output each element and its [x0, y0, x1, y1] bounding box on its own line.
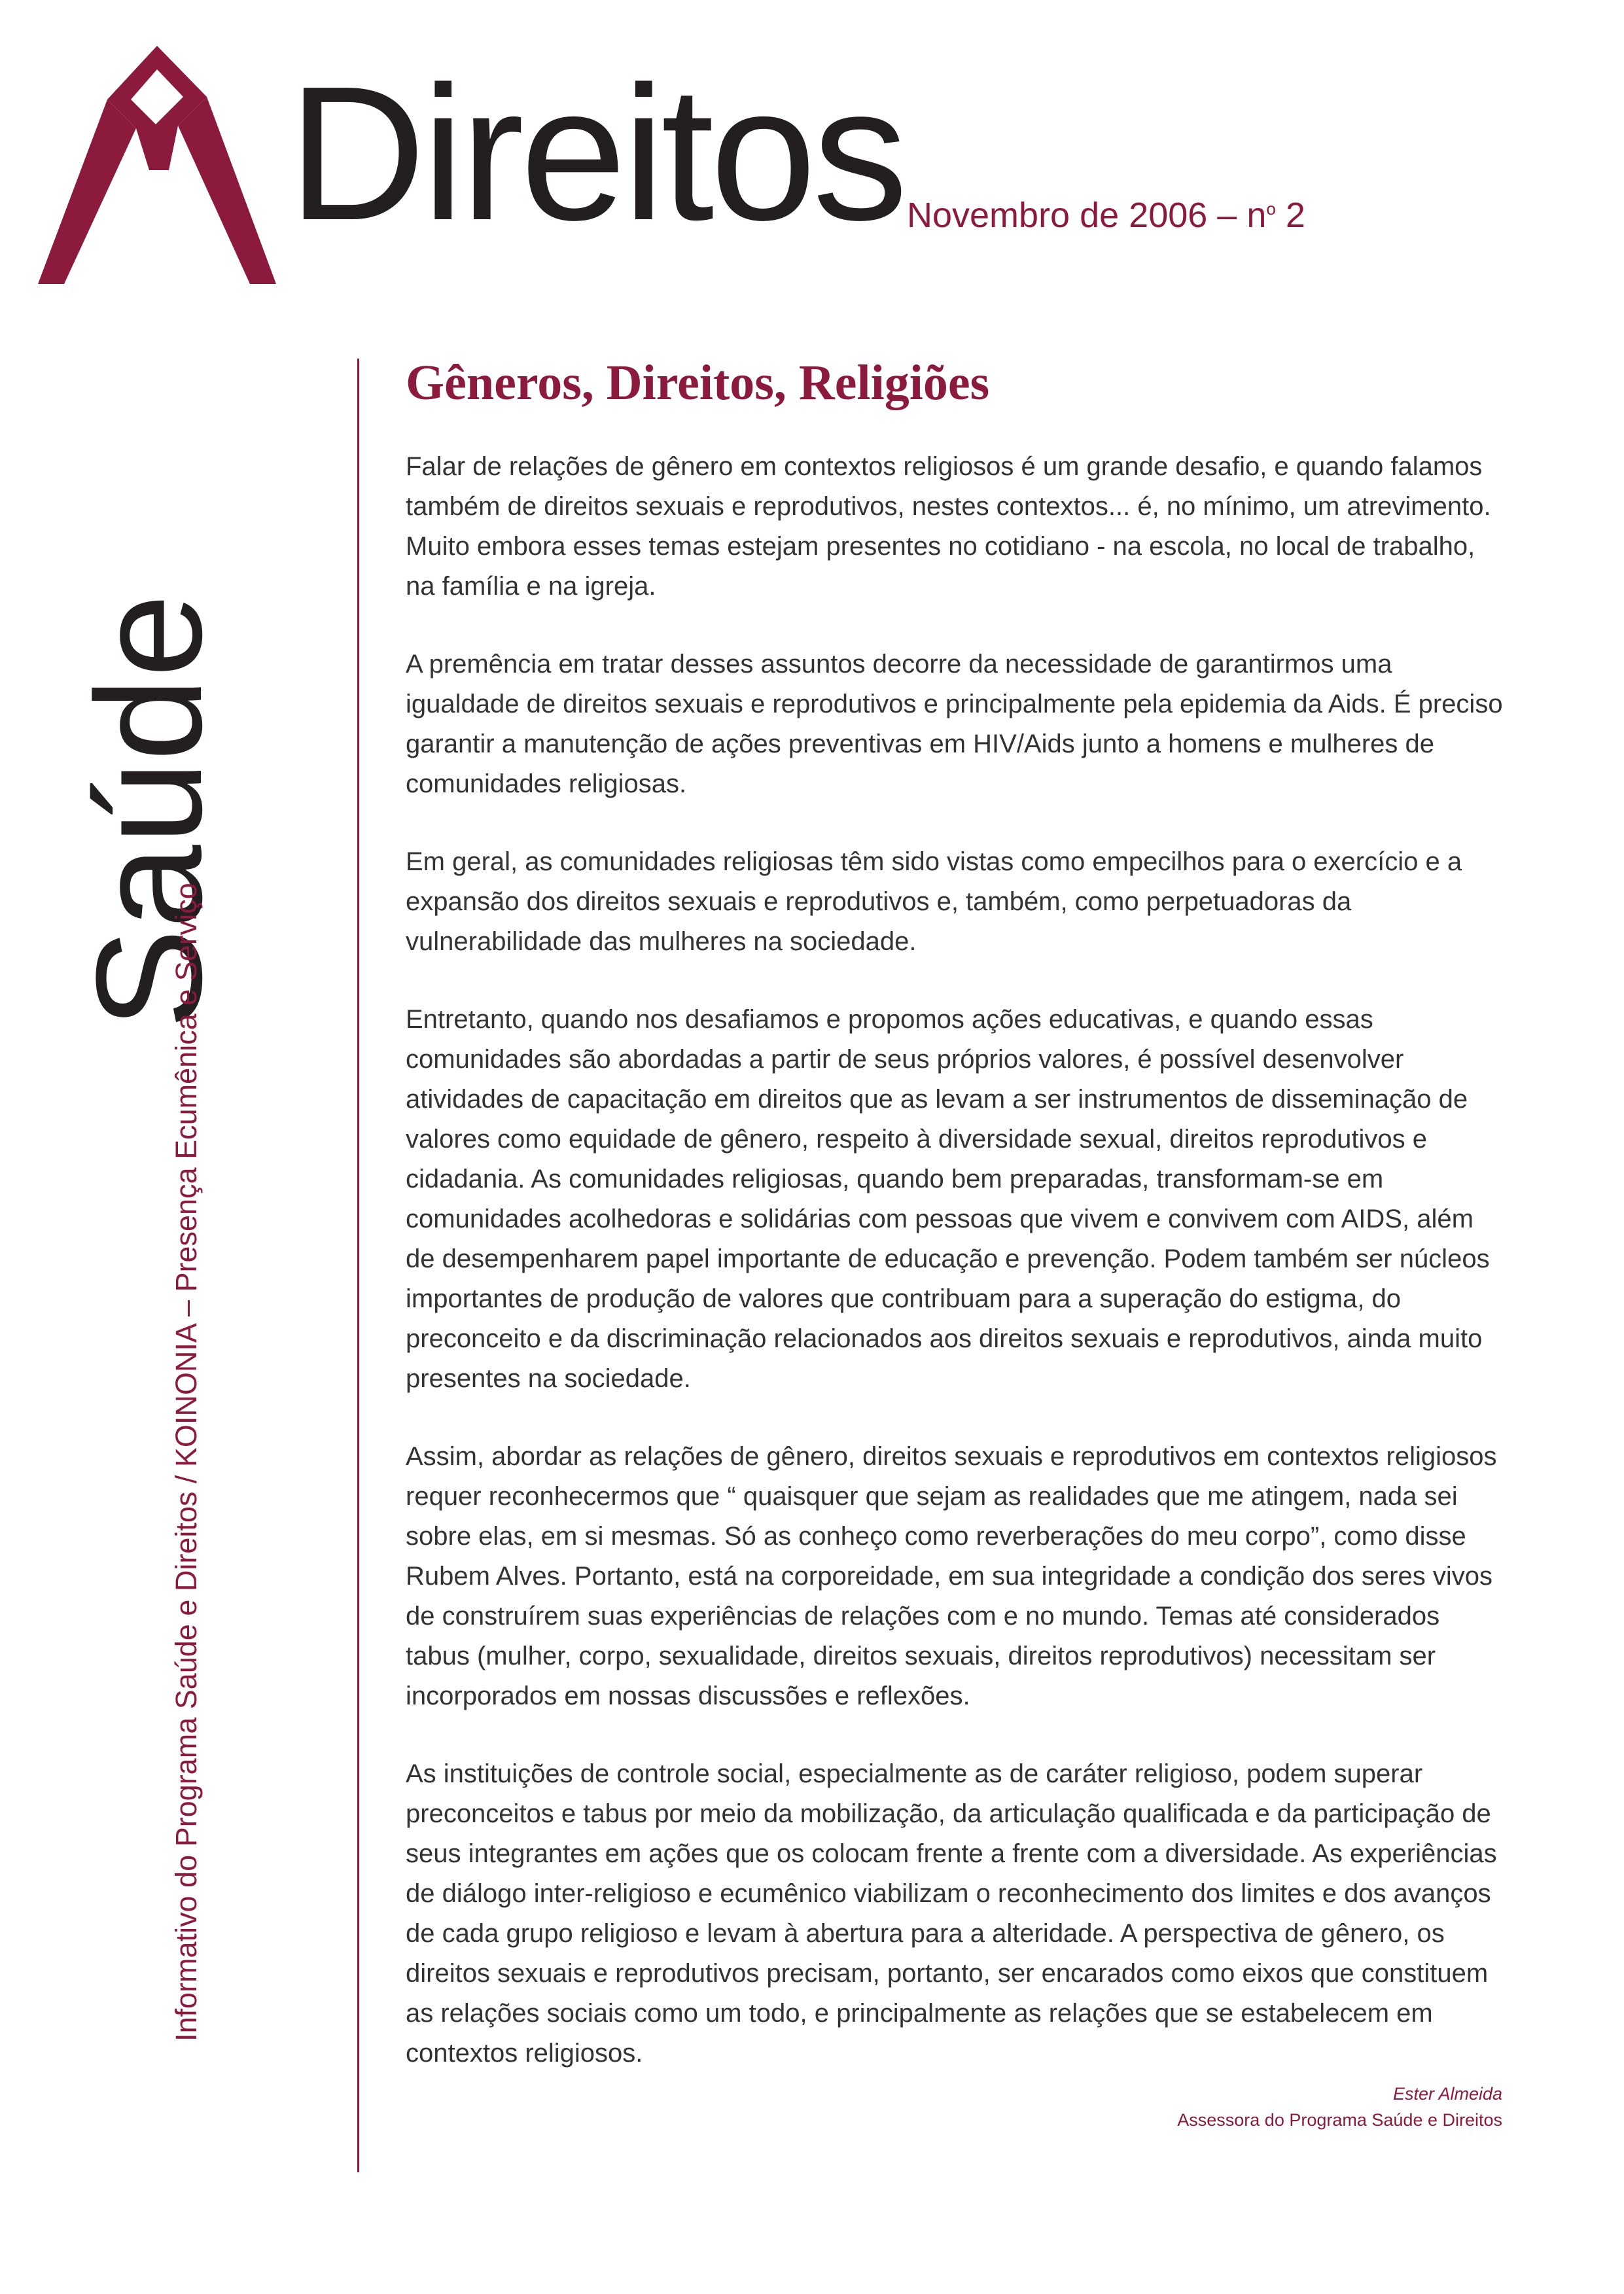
- paragraph: As instituições de controle social, especialmente as de caráter religioso, podem superar preconceitos e tabus por meio da mobilização, da articulação qualificada e da participação de seus integrantes em ações que os colocam frente a frente com a diversidade. As experiências de diálogo inter-religioso e ecumênico viabilizam o reconhecimento dos limites e dos avanços de cada grupo religioso e levam à abertura para a alteridade. A perspectiva de gênero, os direitos sexuais e reprodutivos precisam, portanto, ser encarados como eixos que constituem as relações sociais como um todo, e principalmente as relações que se estabelecem em contextos religiosos.: [406, 1759, 1497, 2068]
- article-title: Gêneros, Direitos, Religiões: [406, 355, 990, 410]
- signature: [1177, 2081, 1502, 2133]
- vertical-title: Saúde: [65, 593, 233, 1029]
- paragraph: A premência em tratar desses assuntos decorre da necessidade de garantirmos uma igualdade de direitos sexuais e reprodutivos e principalmente pela epidemia da Aids. É preciso garantir a manutenção de ações preventivas em HIV/Aids junto a homens e mulheres de comunidades religiosas.: [406, 650, 1503, 799]
- paragraph: Assim, abordar as relações de gênero, direitos sexuais e reprodutivos em contextos religiosos requer reconhecermos que “ quaisquer que sejam as realidades que me atingem, nada sei sobre elas, em si mesmas. Só as conheço como reverberações do meu corpo”, como disse Rubem Alves. Portanto, está na corporeidade, em sua integridade a condição dos seres vivos de construírem suas experiências de relações com e no mundo. Temas até considerados tabus (mulher, corpo, sexualidade, direitos sexuais, direitos reprodutivos) necessitam ser incorporados em nossas discussões e reflexões.: [406, 1442, 1497, 1711]
- issue-number: 2: [1275, 196, 1305, 235]
- article: [406, 353, 1505, 2111]
- issue-info: [907, 195, 1305, 236]
- vertical-subtitle: Informativo do Programa Saúde e Direitos / KOINONIA – Presença Ecumênica e Serviço: [169, 883, 203, 2041]
- author-name: Ester Almeida: [1392, 2084, 1502, 2104]
- issue-date: Novembro de 2006 – n: [907, 196, 1267, 235]
- ribbon-icon: [38, 46, 276, 284]
- issue-number-superscript: o: [1266, 199, 1276, 219]
- paragraph: Em geral, as comunidades religiosas têm sido vistas como empecilhos para o exercício e a expansão dos direitos sexuais e reprodutivos e, também, como perpetuadoras da vulnerabilidade das mulheres na sociedade.: [406, 847, 1462, 957]
- article-body: [406, 447, 1505, 2073]
- column-divider: [357, 359, 359, 2172]
- masthead-title: Direitos: [288, 46, 904, 260]
- author-role: Assessora do Programa Saúde e Direitos: [1177, 2110, 1502, 2130]
- paragraph: Entretanto, quando nos desafiamos e propomos ações educativas, e quando essas comunidades são abordadas a partir de seus próprios valores, é possível desenvolver atividades de capacitação em direitos que as levam a ser instrumentos de disseminação de valores como equidade de gênero, respeito à diversidade sexual, direitos reprodutivos e cidadania. As comunidades religiosas, quando bem preparadas, transformam-se em comunidades acolhedoras e solidárias com pessoas que vivem e convivem com AIDS, além de desempenharem papel importante de educação e prevenção. Podem também ser núcleos importantes de produção de valores que contribuam para a superação do estigma, do preconceito e da discriminação relacionados aos direitos sexuais e reprodutivos, ainda muito presentes na sociedade.: [406, 1005, 1490, 1394]
- paragraph: Falar de relações de gênero em contextos religiosos é um grande desafio, e quando falamos também de direitos sexuais e reprodutivos, nestes contextos... é, no mínimo, um atrevimento. Muito embora esses temas estejam presentes no cotidiano - na escola, no local de trabalho, na família e na igreja.: [406, 452, 1491, 601]
